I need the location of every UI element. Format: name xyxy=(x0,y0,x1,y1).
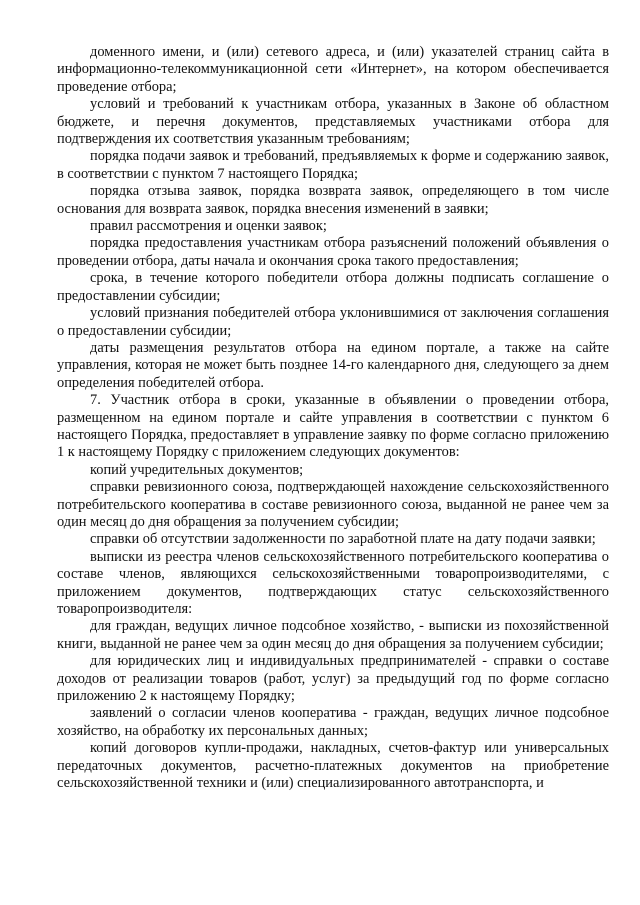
paragraph-12: справки ревизионного союза, подтверждающей нахождение сельскохозяйственного потребительского кооператива в составе ревизионного союза, выданной не ранее чем за один месяц до дня обращения за получением субсидии; xyxy=(57,479,609,530)
paragraph-13: справки об отсутствии задолженности по заработной плате на дату подачи заявки; xyxy=(90,531,596,548)
paragraph-10: 7. Участник отбора в сроки, указанные в объявлении о проведении отбора, размещенном на едином портале и сайте управления в соответствии с пунктом 6 настоящего Порядка, предоставляет в управление заявку по форме согласно приложению 1 к настоящему Порядку с приложением следующих документов: xyxy=(57,392,609,461)
paragraph-15: для граждан, ведущих личное подсобное хозяйство, - выписки из похозяйственной книги, выданной не ранее чем за один месяц до дня обращения за получением субсидии; xyxy=(57,618,609,652)
paragraph-5: правил рассмотрения и оценки заявок; xyxy=(90,218,327,235)
paragraph-11: копий учредительных документов; xyxy=(90,461,304,478)
paragraph-7: срока, в течение которого победители отбора должны подписать соглашение о предоставлении субсидии; xyxy=(57,270,609,304)
paragraph-1: доменного имени, и (или) сетевого адреса, и (или) указателей страниц сайта в информационно-телекоммуникационной сети «Интернет», на котором обеспечивается проведение отбора; xyxy=(57,44,609,95)
paragraph-9: даты размещения результатов отбора на едином портале, а также на сайте управления, которая не может быть позднее 14-го календарного дня, следующего за днем определения победителей отбора. xyxy=(57,339,609,391)
paragraph-17: заявлений о согласии членов кооператива - граждан, ведущих личное подсобное хозяйство, на обработку их персональных данных; xyxy=(57,705,609,739)
paragraph-18: копий договоров купли-продажи, накладных, счетов-фактур или универсальных передаточных документов, расчетно-платежных документов на приобретение сельскохозяйственной техники и (или) специализированного автотранспорта, и xyxy=(57,740,609,792)
paragraph-8: условий признания победителей отбора уклонившимися от заключения соглашения о предоставлении субсидии; xyxy=(57,305,609,339)
paragraph-16: для юридических лиц и индивидуальных предпринимателей - справки о составе доходов от реализации товаров (работ, услуг) за предыдущий год по форме согласно приложению 2 к настоящему Порядку; xyxy=(57,653,609,705)
paragraph-3: порядка подачи заявок и требований, предъявляемых к форме и содержанию заявок, в соответствии с пунктом 7 настоящего Порядка; xyxy=(57,148,609,182)
paragraph-2: условий и требований к участникам отбора, указанных в Законе об областном бюджете, и перечня документов, представляемых участниками отбора для подтверждения их соответствия указанным требованиям; xyxy=(57,96,609,148)
paragraph-14: выписки из реестра членов сельскохозяйственного потребительского кооператива о составе членов, являющихся сельскохозяйственными товаропроизводителями, с приложением документов, подтверждающих статус сельскохозяйственного товаропроизводителя: xyxy=(57,548,609,617)
paragraph-4: порядка отзыва заявок, порядка возврата заявок, определяющего в том числе основания для возврата заявок, порядка внесения изменений в заявки; xyxy=(57,183,609,217)
paragraph-6: порядка предоставления участникам отбора разъяснений положений объявления о проведении отбора, даты начала и окончания срока такого предоставления; xyxy=(57,235,609,269)
